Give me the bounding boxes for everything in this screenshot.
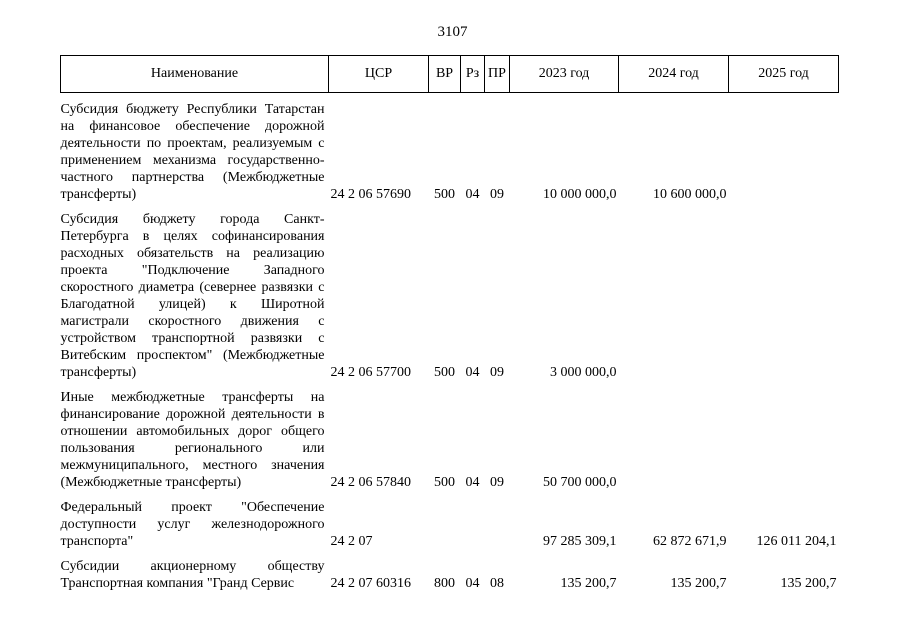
row-pr: 09 [490, 187, 504, 202]
row-2025 [729, 211, 839, 381]
budget-table [60, 55, 839, 592]
row-name: Субсидии акционерному обществу Транспортная компания "Гранд Сервис [60, 559, 325, 591]
table-header [61, 56, 839, 93]
row-2024: 135 200,7 [670, 576, 727, 591]
row-2023: 10 000 000,0 [543, 187, 617, 202]
row-name: Федеральный проект "Обеспечение доступности услуг железнодорожного транспорта" [60, 500, 325, 549]
row-name: Субсидия бюджету Республики Татарстан на финансовое обеспечение дорожной деятельности по проектам, реализуемым с применением механизма государственно-частного партнерства (Межбюджетные трансферты) [60, 102, 325, 202]
row-vr: 800 [434, 576, 455, 591]
header-rz: Рз [461, 56, 485, 93]
row-name: Субсидия бюджету города Санкт-Петербурга в целях софинансирования расходных обязательств на реализацию проекта "Подключение Западного скоростного диаметра (севернее развязки с Благодатной улицей) к Широтной магистрали скоростного движения с устройством транспортной развязки с Витебским проспектом" (Межбюджетные трансферты) [60, 212, 325, 380]
table-row [61, 101, 839, 203]
row-pr: 09 [490, 365, 504, 380]
row-csr: 24 2 06 57700 [330, 365, 411, 380]
row-2025 [729, 101, 839, 203]
row-rz: 04 [465, 475, 480, 490]
page-number: 3107 [437, 24, 468, 40]
header-2023: 2023 год [510, 56, 619, 93]
header-pr: ПР [485, 56, 510, 93]
header-2025: 2025 год [729, 56, 839, 93]
row-2023: 135 200,7 [560, 576, 617, 591]
row-2024 [619, 389, 729, 491]
row-rz: 04 [465, 187, 480, 202]
row-rz [461, 499, 485, 550]
row-csr: 24 2 07 60316 [330, 576, 411, 591]
row-2024: 62 872 671,9 [653, 534, 727, 549]
row-csr: 24 2 06 57690 [330, 187, 411, 202]
row-2025: 126 011 204,1 [756, 534, 837, 549]
row-vr: 500 [434, 365, 455, 380]
row-csr: 24 2 06 57840 [330, 475, 411, 490]
row-rz: 04 [465, 365, 480, 380]
row-pr: 08 [490, 576, 504, 591]
row-pr [485, 499, 510, 550]
row-vr: 500 [434, 187, 455, 202]
header-vr: ВР [429, 56, 461, 93]
row-rz: 04 [465, 576, 480, 591]
row-2023: 3 000 000,0 [550, 365, 617, 380]
row-2024: 10 600 000,0 [653, 187, 727, 202]
row-2023: 50 700 000,0 [543, 475, 617, 490]
table-row [61, 211, 839, 381]
row-2023: 97 285 309,1 [543, 534, 617, 549]
row-2025: 135 200,7 [780, 576, 837, 591]
row-vr: 500 [434, 475, 455, 490]
row-2024 [619, 211, 729, 381]
row-name: Иные межбюджетные трансферты на финансирование дорожной деятельности в отношении автомобильных дорог общего пользования регионального или межмуниципального, местного значения (Межбюджетные трансферты) [60, 390, 325, 490]
row-2025 [729, 389, 839, 491]
table-row [61, 389, 839, 491]
row-vr [429, 499, 461, 550]
header-csr: ЦСР [329, 56, 429, 93]
table-row [61, 558, 839, 592]
table-row [61, 499, 839, 550]
header-name: Наименование [61, 56, 329, 93]
header-2024: 2024 год [619, 56, 729, 93]
row-pr: 09 [490, 475, 504, 490]
row-csr: 24 2 07 [330, 534, 373, 549]
